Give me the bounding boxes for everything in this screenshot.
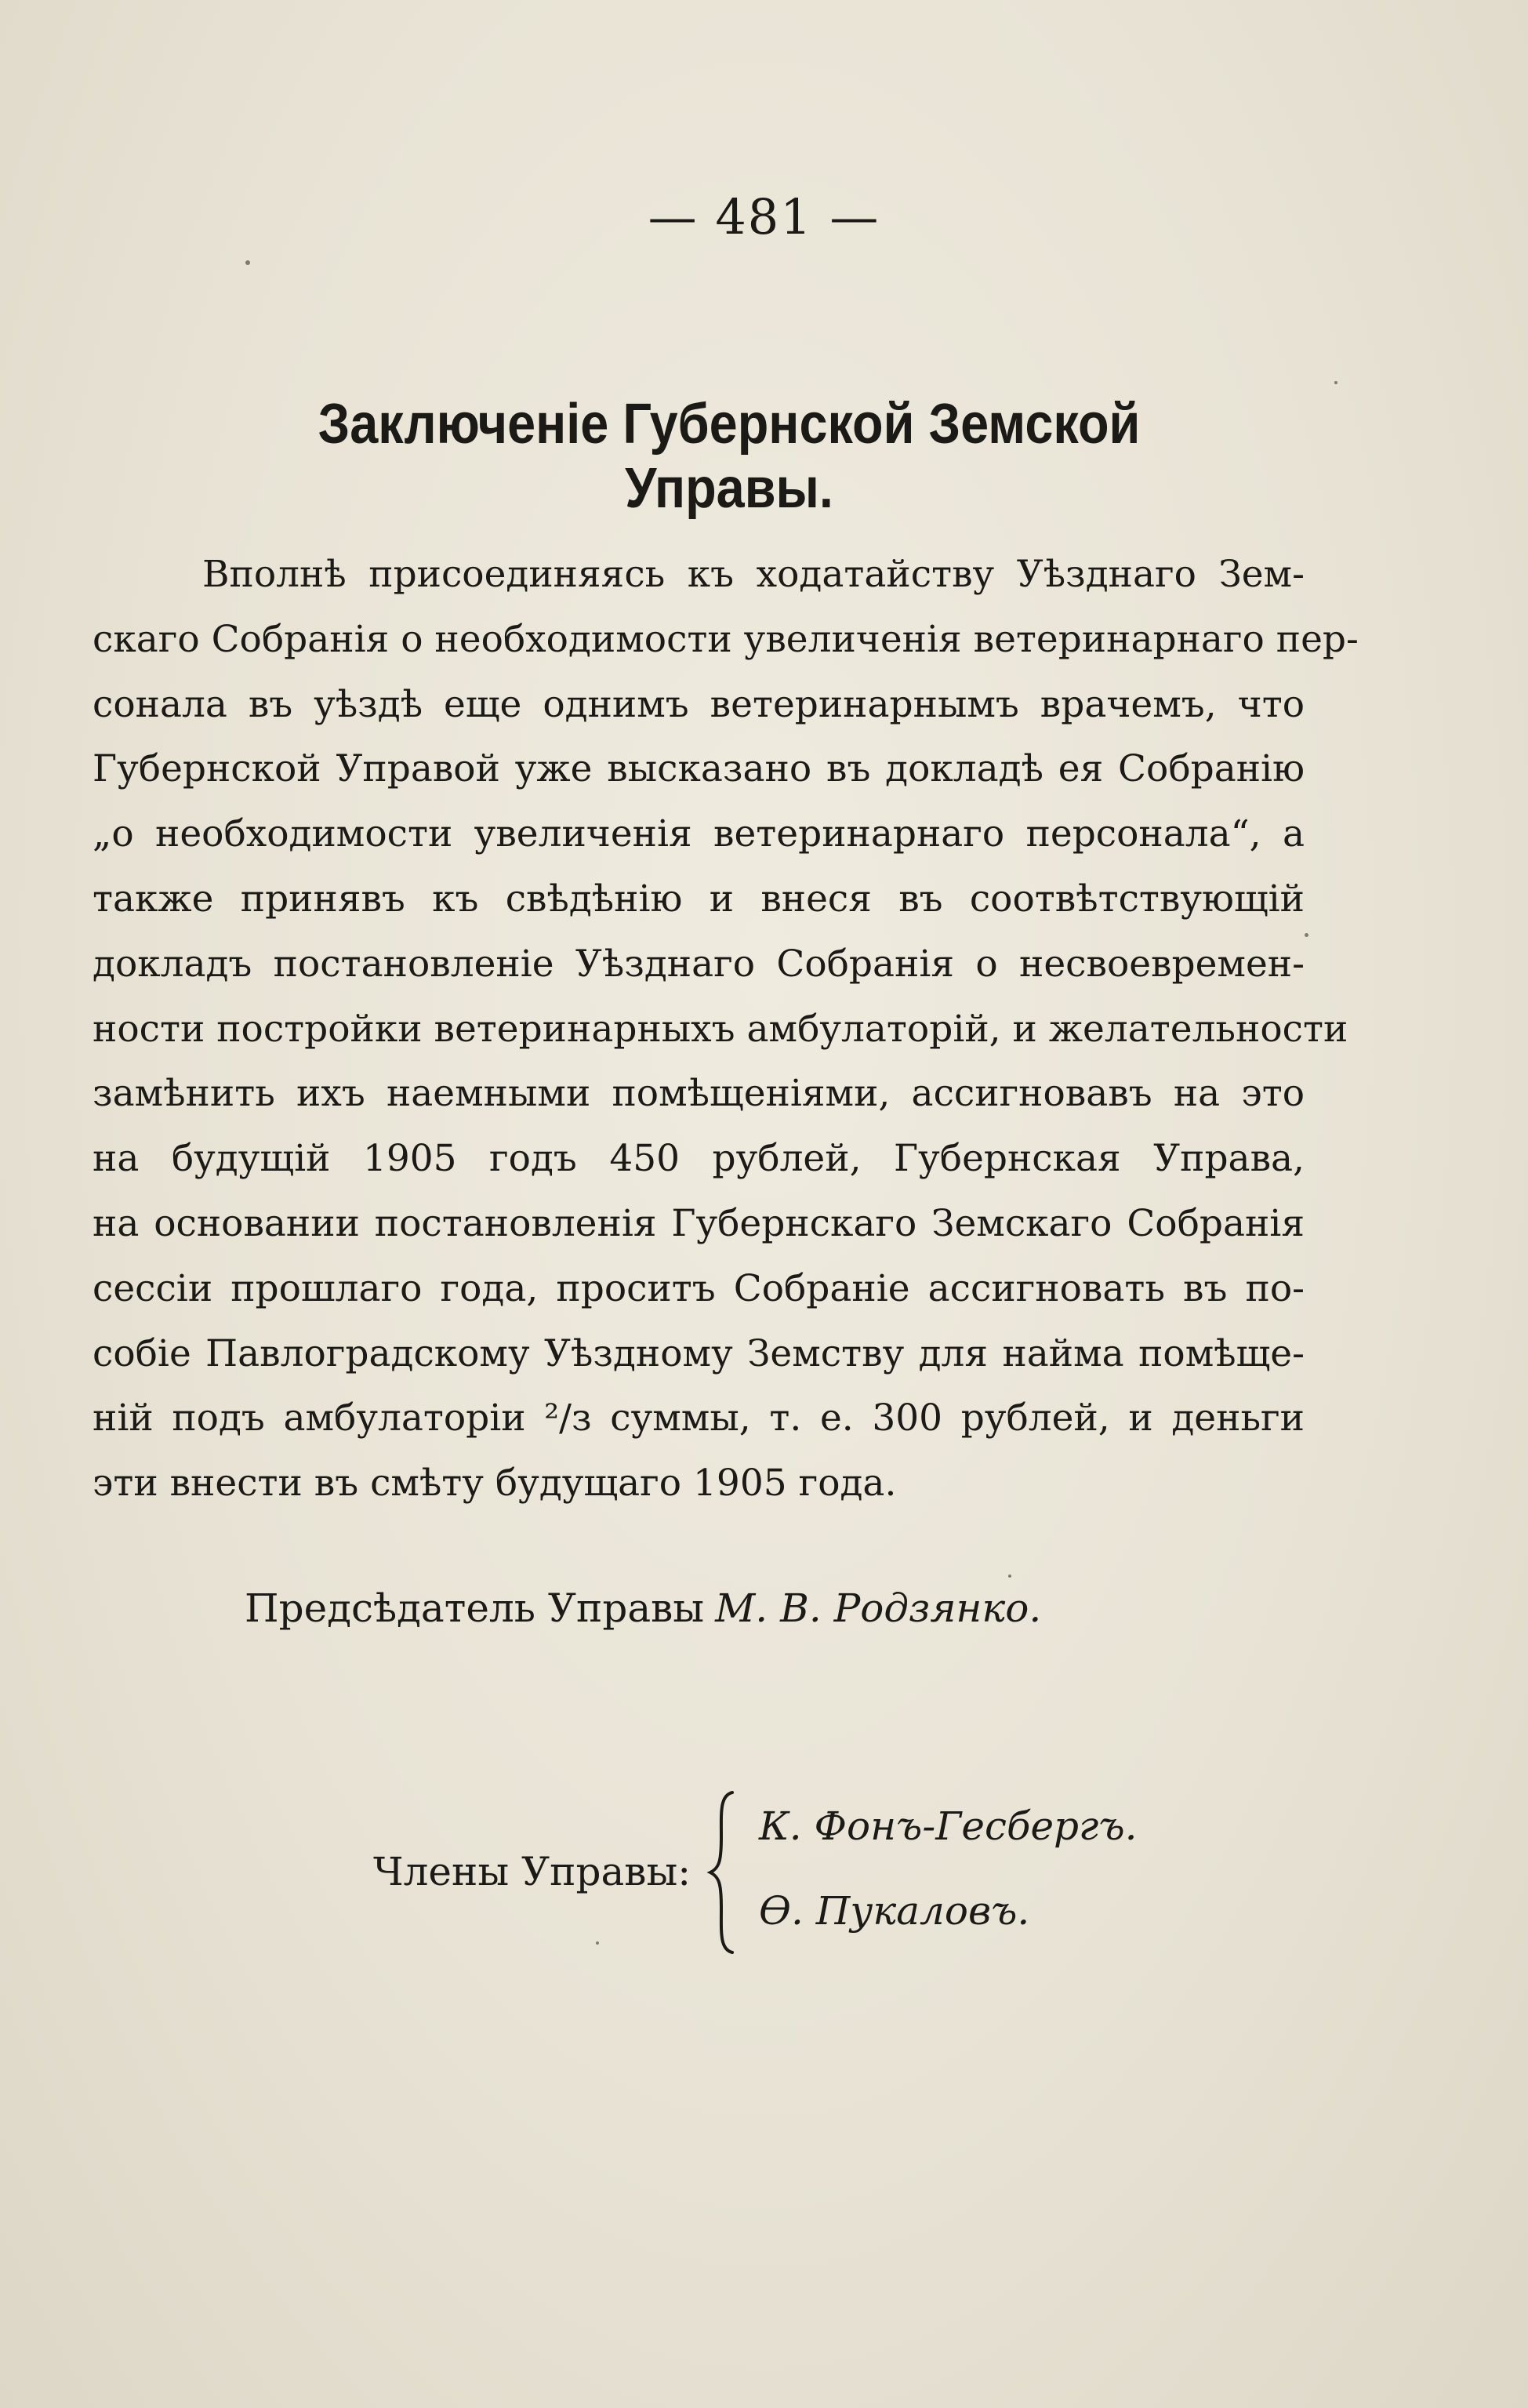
document-heading: Заключенiе Губернской Земской Управы. xyxy=(318,393,1141,520)
body-line: замѣнить ихъ наемными помѣщенiями, ассигновавъ на это xyxy=(93,1072,1305,1116)
paper-speck xyxy=(245,260,250,265)
paper-speck xyxy=(1334,381,1337,384)
paper-speck xyxy=(1008,1574,1011,1578)
body-line: также принявъ къ свѣдѣнiю и внеся въ соотвѣтствующiй xyxy=(93,877,1305,921)
member-name: Ѳ. Пукаловъ. xyxy=(759,1888,1030,1934)
body-line: скаго Собранiя о необходимости увеличенiя ветеринарнаго пер- xyxy=(93,617,1359,661)
chairman-name: М. В. Родзянко. xyxy=(715,1585,1042,1631)
page-number: — 481 — xyxy=(648,188,880,245)
paper-speck xyxy=(1305,933,1308,937)
body-line: Губернской Управой уже высказано въ докладѣ ея Собранiю xyxy=(93,747,1305,791)
body-line: эти внести въ смѣту будущаго 1905 года. xyxy=(93,1462,897,1505)
body-line: на будущiй 1905 годъ 450 рублей, Губернская Управа, xyxy=(93,1137,1305,1181)
body-line: сонала въ уѣздѣ еще однимъ ветеринарнымъ врачемъ, что xyxy=(93,682,1305,726)
body-line: нiй подъ амбулаторiи ²/з суммы, т. е. 300 рублей, и деньги xyxy=(93,1396,1305,1440)
body-line: сессiи прошлаго года, проситъ Собранiе ассигновать въ по- xyxy=(93,1266,1305,1310)
body-line: докладъ постановленiе Уѣзднаго Собранiя о несвоевремен- xyxy=(93,942,1305,986)
body-line: Вполнѣ присоединяясь къ ходатайству Уѣзднаго Зем- xyxy=(202,553,1305,596)
body-line: „о необходимости увеличенiя ветеринарнаго персонала“, а xyxy=(93,812,1305,856)
body-line: на основании постановленiя Губернскаго Земскаго Собранiя xyxy=(93,1201,1305,1245)
chairman-signature xyxy=(245,1585,1041,1631)
body-line: собiе Павлоградскому Уѣздному Земству для найма помѣще- xyxy=(93,1331,1305,1375)
chairman-label: Предсѣдатель Управы xyxy=(245,1585,705,1631)
members-label: Члены Управы: xyxy=(373,1849,691,1894)
paper-speck xyxy=(596,1941,599,1945)
curly-brace-icon xyxy=(706,1789,740,1956)
body-line: ности постройки ветеринарныхъ амбулаторiй, и желательности xyxy=(93,1007,1348,1051)
member-name: К. Фонъ-Гесбергъ. xyxy=(759,1803,1138,1849)
body-paragraph xyxy=(93,543,1359,1516)
